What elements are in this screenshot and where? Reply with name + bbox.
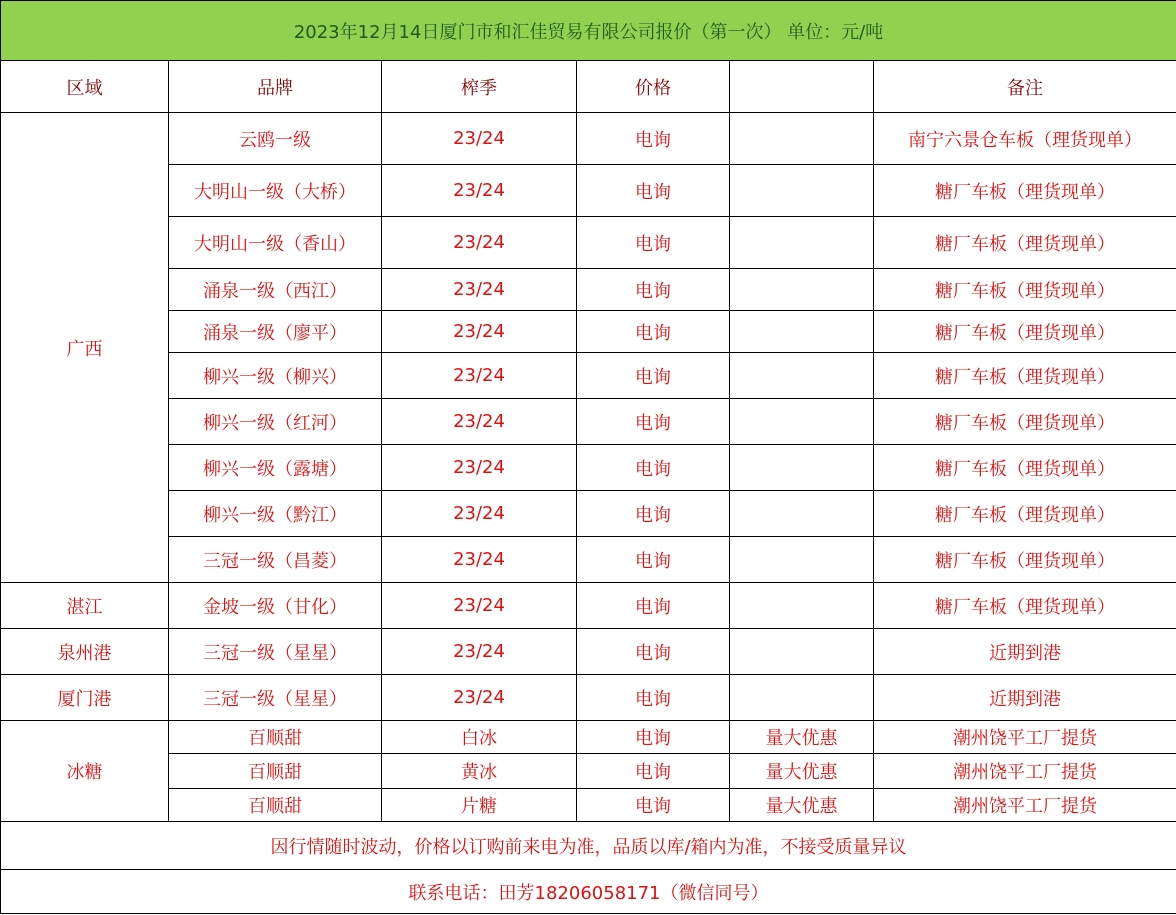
season-cell: 23/24 — [382, 537, 577, 583]
table-row — [1, 399, 1176, 445]
extra-cell — [730, 113, 874, 165]
extra-cell — [730, 399, 874, 445]
region-cell: 泉州港 — [1, 629, 169, 675]
note-cell: 糖厂车板（理货现单） — [874, 217, 1176, 269]
season-cell: 23/24 — [382, 217, 577, 269]
brand-cell: 大明山一级（香山） — [169, 217, 382, 269]
table-row — [1, 721, 1176, 754]
season-cell: 23/24 — [382, 353, 577, 399]
extra-cell: 量大优惠 — [730, 789, 874, 822]
season-cell: 23/24 — [382, 399, 577, 445]
extra-cell — [730, 629, 874, 675]
note-cell: 糖厂车板（理货现单） — [874, 399, 1176, 445]
brand-cell: 柳兴一级（露塘） — [169, 445, 382, 491]
table-row — [1, 789, 1176, 822]
price-cell: 电询 — [577, 445, 730, 491]
brand-cell: 柳兴一级（红河） — [169, 399, 382, 445]
season-cell: 23/24 — [382, 445, 577, 491]
region-cell: 冰糖 — [1, 721, 169, 822]
note-cell: 南宁六景仓车板（理货现单） — [874, 113, 1176, 165]
extra-cell — [730, 445, 874, 491]
table-row — [1, 629, 1176, 675]
region-cell: 湛江 — [1, 583, 169, 629]
extra-cell — [730, 675, 874, 721]
brand-cell: 柳兴一级（黔江） — [169, 491, 382, 537]
table-row — [1, 353, 1176, 399]
brand-cell: 三冠一级（星星） — [169, 675, 382, 721]
season-cell: 23/24 — [382, 629, 577, 675]
season-cell: 23/24 — [382, 269, 577, 311]
table-row — [1, 217, 1176, 269]
extra-cell: 量大优惠 — [730, 721, 874, 754]
season-cell: 白冰 — [382, 721, 577, 754]
header-brand: 品牌 — [169, 61, 382, 113]
price-cell: 电询 — [577, 629, 730, 675]
brand-cell: 三冠一级（星星） — [169, 629, 382, 675]
table-row — [1, 311, 1176, 353]
price-cell: 电询 — [577, 583, 730, 629]
brand-cell: 百顺甜 — [169, 721, 382, 754]
price-cell: 电询 — [577, 754, 730, 789]
extra-cell — [730, 583, 874, 629]
table-row — [1, 165, 1176, 217]
price-cell: 电询 — [577, 269, 730, 311]
region-cell: 广西 — [1, 113, 169, 583]
brand-cell: 百顺甜 — [169, 789, 382, 822]
extra-cell — [730, 491, 874, 537]
note-cell: 潮州饶平工厂提货 — [874, 789, 1176, 822]
note-cell: 糖厂车板（理货现单） — [874, 491, 1176, 537]
price-cell: 电询 — [577, 491, 730, 537]
header-season: 榨季 — [382, 61, 577, 113]
header-region: 区域 — [1, 61, 169, 113]
season-cell: 黄冰 — [382, 754, 577, 789]
price-cell: 电询 — [577, 721, 730, 754]
note-cell: 潮州饶平工厂提货 — [874, 721, 1176, 754]
brand-cell: 涌泉一级（廖平） — [169, 311, 382, 353]
note-cell: 糖厂车板（理货现单） — [874, 311, 1176, 353]
price-cell: 电询 — [577, 537, 730, 583]
price-cell: 电询 — [577, 675, 730, 721]
table-row — [1, 754, 1176, 789]
brand-cell: 云鸥一级 — [169, 113, 382, 165]
note-cell: 糖厂车板（理货现单） — [874, 445, 1176, 491]
table-row — [1, 491, 1176, 537]
table-row — [1, 269, 1176, 311]
disclaimer-note: 因行情随时波动，价格以订购前来电为准，品质以库/箱内为准，不接受质量异议 — [1, 822, 1176, 870]
price-cell: 电询 — [577, 789, 730, 822]
note-cell: 糖厂车板（理货现单） — [874, 583, 1176, 629]
season-cell: 23/24 — [382, 675, 577, 721]
note-cell: 糖厂车板（理货现单） — [874, 165, 1176, 217]
page-title: 2023年12月14日厦门市和汇佳贸易有限公司报价（第一次） 单位：元/吨 — [1, 1, 1176, 61]
price-cell: 电询 — [577, 311, 730, 353]
note-cell: 近期到港 — [874, 629, 1176, 675]
price-cell: 电询 — [577, 217, 730, 269]
table-row — [1, 537, 1176, 583]
price-cell: 电询 — [577, 353, 730, 399]
table-row — [1, 113, 1176, 165]
header-note: 备注 — [874, 61, 1176, 113]
extra-cell — [730, 353, 874, 399]
note-cell: 近期到港 — [874, 675, 1176, 721]
extra-cell — [730, 217, 874, 269]
brand-cell: 柳兴一级（柳兴） — [169, 353, 382, 399]
brand-cell: 金坡一级（甘化） — [169, 583, 382, 629]
season-cell: 23/24 — [382, 165, 577, 217]
note-cell: 糖厂车板（理货现单） — [874, 269, 1176, 311]
header-extra — [730, 61, 874, 113]
price-cell: 电询 — [577, 113, 730, 165]
extra-cell — [730, 165, 874, 217]
brand-cell: 大明山一级（大桥） — [169, 165, 382, 217]
brand-cell: 涌泉一级（西江） — [169, 269, 382, 311]
extra-cell — [730, 537, 874, 583]
contact-line: 联系电话：田芳18206058171（微信同号） — [1, 870, 1176, 914]
price-cell: 电询 — [577, 399, 730, 445]
note-cell: 潮州饶平工厂提货 — [874, 754, 1176, 789]
season-cell: 23/24 — [382, 311, 577, 353]
table-row — [1, 675, 1176, 721]
region-cell: 厦门港 — [1, 675, 169, 721]
header-row — [1, 61, 1176, 113]
header-price: 价格 — [577, 61, 730, 113]
price-cell: 电询 — [577, 165, 730, 217]
note-cell: 糖厂车板（理货现单） — [874, 353, 1176, 399]
season-cell: 23/24 — [382, 491, 577, 537]
extra-cell — [730, 269, 874, 311]
extra-cell: 量大优惠 — [730, 754, 874, 789]
note-cell: 糖厂车板（理货现单） — [874, 537, 1176, 583]
brand-cell: 三冠一级（昌菱） — [169, 537, 382, 583]
extra-cell — [730, 311, 874, 353]
brand-cell: 百顺甜 — [169, 754, 382, 789]
table-row — [1, 583, 1176, 629]
season-cell: 片糖 — [382, 789, 577, 822]
table-row — [1, 445, 1176, 491]
season-cell: 23/24 — [382, 583, 577, 629]
season-cell: 23/24 — [382, 113, 577, 165]
